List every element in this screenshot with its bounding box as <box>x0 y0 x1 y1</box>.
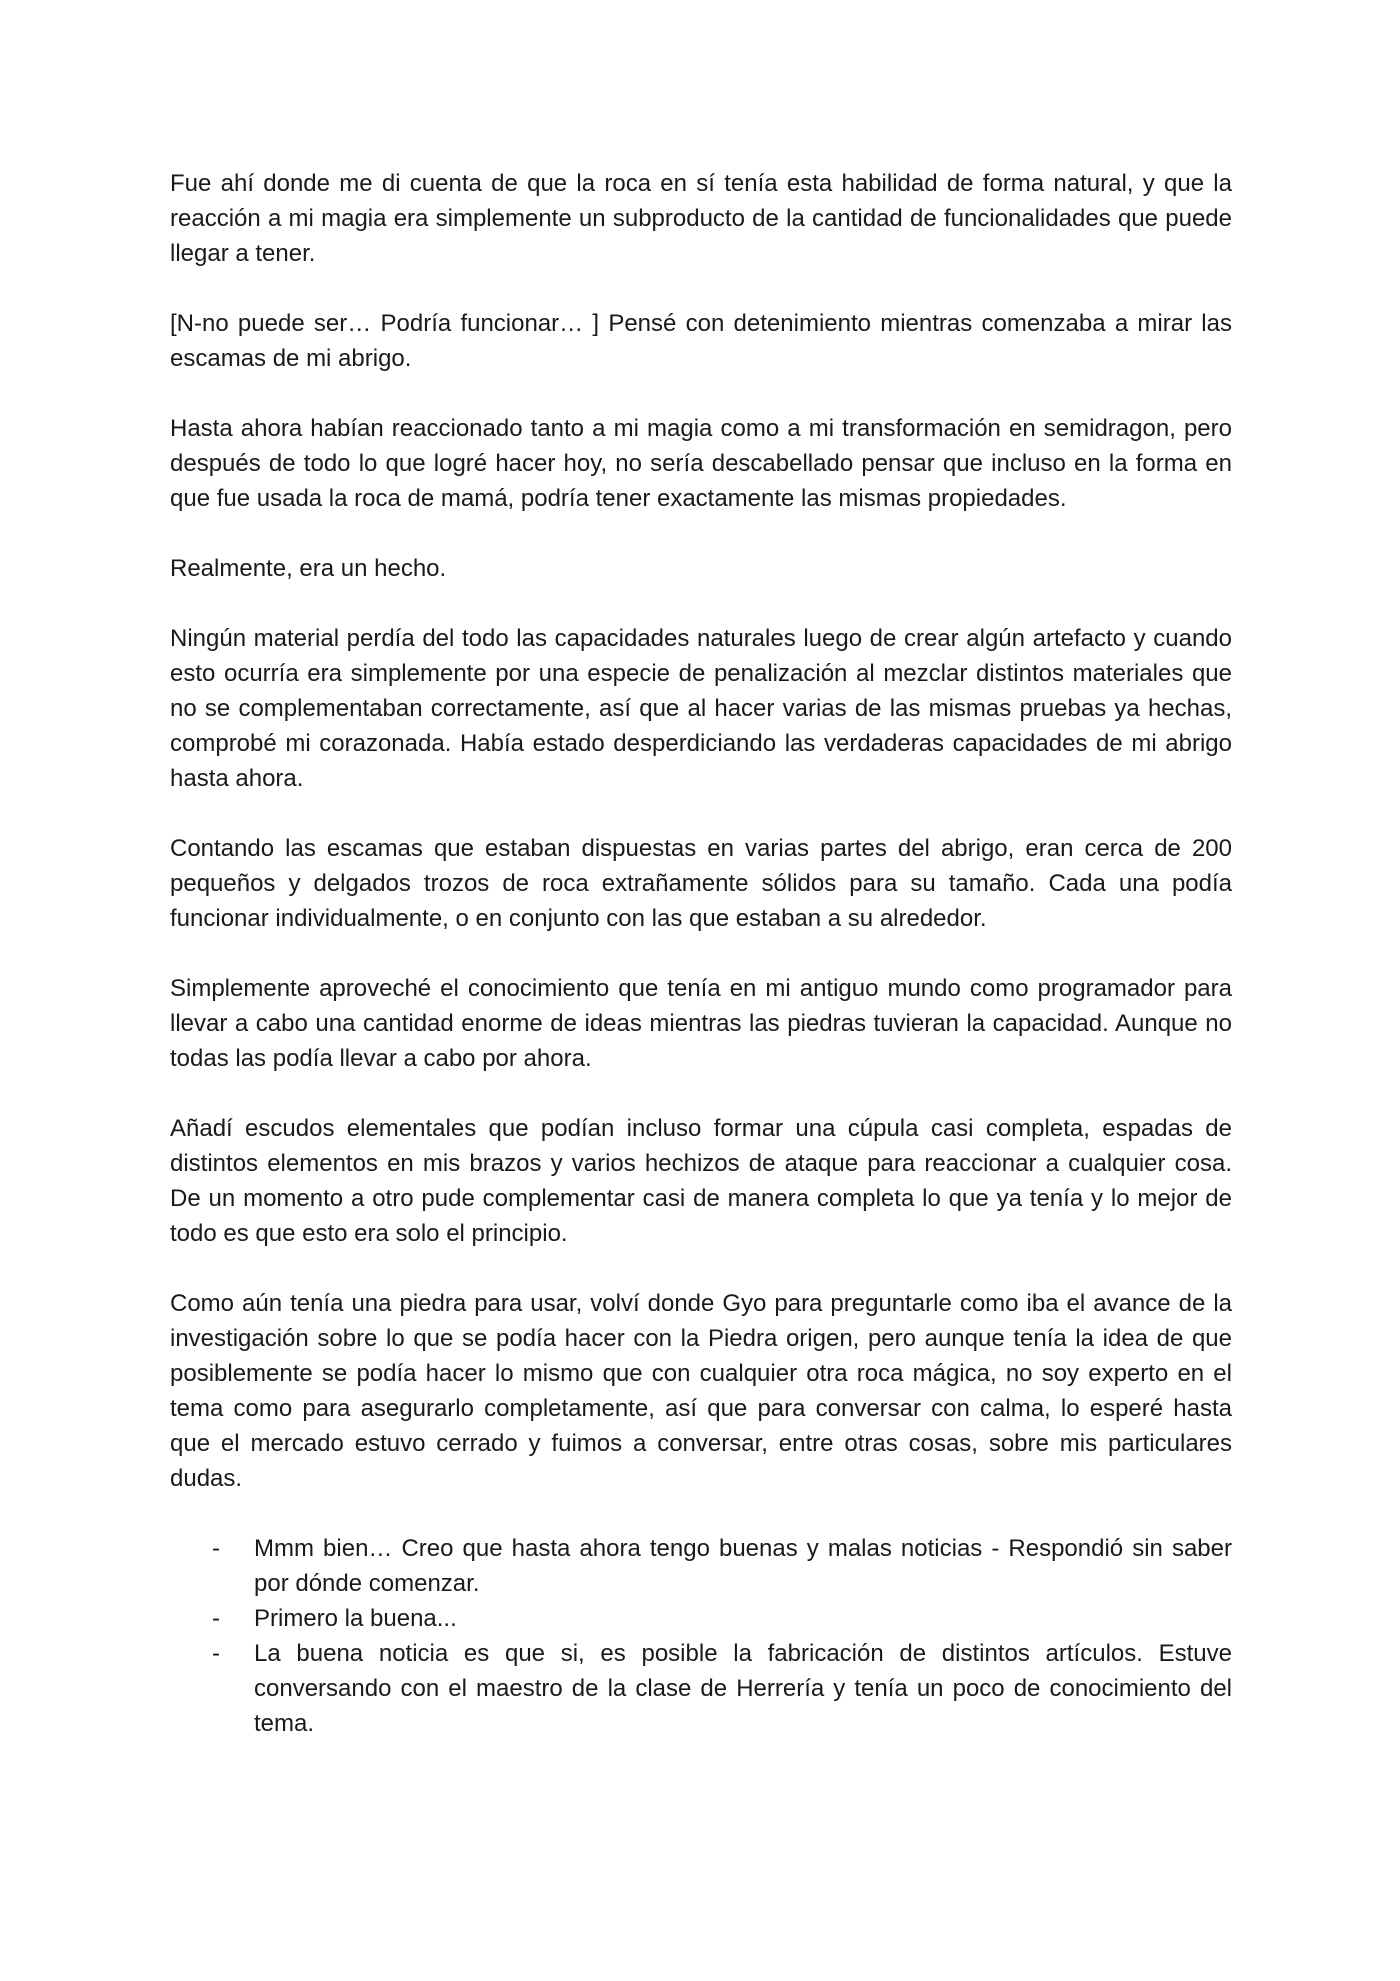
dialogue-line <box>170 1636 1232 1741</box>
dialogue-dash: - <box>212 1640 220 1667</box>
paragraph: Ningún material perdía del todo las capacidades naturales luego de crear algún artefacto y cuando esto ocurría era simplemente por una especie de penalización al mezclar distintos materiales que no se complementaban correctamente, así que al hacer varias de las mismas pruebas ya hechas, comprobé mi corazonada. Había estado desperdiciando las verdaderas capacidades de mi abrigo hasta ahora. <box>170 625 1232 792</box>
dialogue-text: Primero la buena... <box>254 1605 457 1632</box>
paragraph: Fue ahí donde me di cuenta de que la roca en sí tenía esta habilidad de forma natural, y que la reacción a mi magia era simplemente un subproducto de la cantidad de funcionalidades que puede llegar a tener. <box>170 170 1232 267</box>
paragraph: Simplemente aproveché el conocimiento que tenía en mi antiguo mundo como programador para llevar a cabo una cantidad enorme de ideas mientras las piedras tuvieran la capacidad. Aunque no todas las podía llevar a cabo por ahora. <box>170 975 1232 1072</box>
dialogue-dash: - <box>212 1605 220 1632</box>
dialogue-list <box>170 1531 1232 1741</box>
dialogue-line <box>170 1531 1232 1601</box>
dialogue-line <box>170 1601 1232 1636</box>
paragraph: Contando las escamas que estaban dispuestas en varias partes del abrigo, eran cerca de 200 pequeños y delgados trozos de roca extrañamente sólidos para su tamaño. Cada una podía funcionar individualmente, o en conjunto con las que estaban a su alrededor. <box>170 835 1232 932</box>
dialogue-text: Mmm bien… Creo que hasta ahora tengo buenas y malas noticias - Respondió sin saber por dónde comenzar. <box>254 1535 1232 1597</box>
dialogue-dash: - <box>212 1535 220 1562</box>
paragraph: Realmente, era un hecho. <box>170 555 447 582</box>
paragraph: Como aún tenía una piedra para usar, volví donde Gyo para preguntarle como iba el avance de la investigación sobre lo que se podía hacer con la Piedra origen, pero aunque tenía la idea de que posiblemente se podía hacer lo mismo que con cualquier otra roca mágica, no soy experto en el tema como para asegurarlo completamente, así que para conversar con calma, lo esperé hasta que el mercado estuvo cerrado y fuimos a conversar, entre otras cosas, sobre mis particulares dudas. <box>170 1290 1232 1492</box>
dialogue-text: La buena noticia es que si, es posible la fabricación de distintos artículos. Estuve conversando con el maestro de la clase de Herrería y tenía un poco de conocimiento del tema. <box>254 1640 1232 1737</box>
paragraph: [N-no puede ser… Podría funcionar… ] Pensé con detenimiento mientras comenzaba a mirar las escamas de mi abrigo. <box>170 310 1232 372</box>
paragraph: Hasta ahora habían reaccionado tanto a mi magia como a mi transformación en semidragon, pero después de todo lo que logré hacer hoy, no sería descabellado pensar que incluso en la forma en que fue usada la roca de mamá, podría tener exactamente las mismas propiedades. <box>170 415 1232 512</box>
paragraph: Añadí escudos elementales que podían incluso formar una cúpula casi completa, espadas de distintos elementos en mis brazos y varios hechizos de ataque para reaccionar a cualquier cosa. De un momento a otro pude complementar casi de manera completa lo que ya tenía y lo mejor de todo es que esto era solo el principio. <box>170 1115 1232 1247</box>
